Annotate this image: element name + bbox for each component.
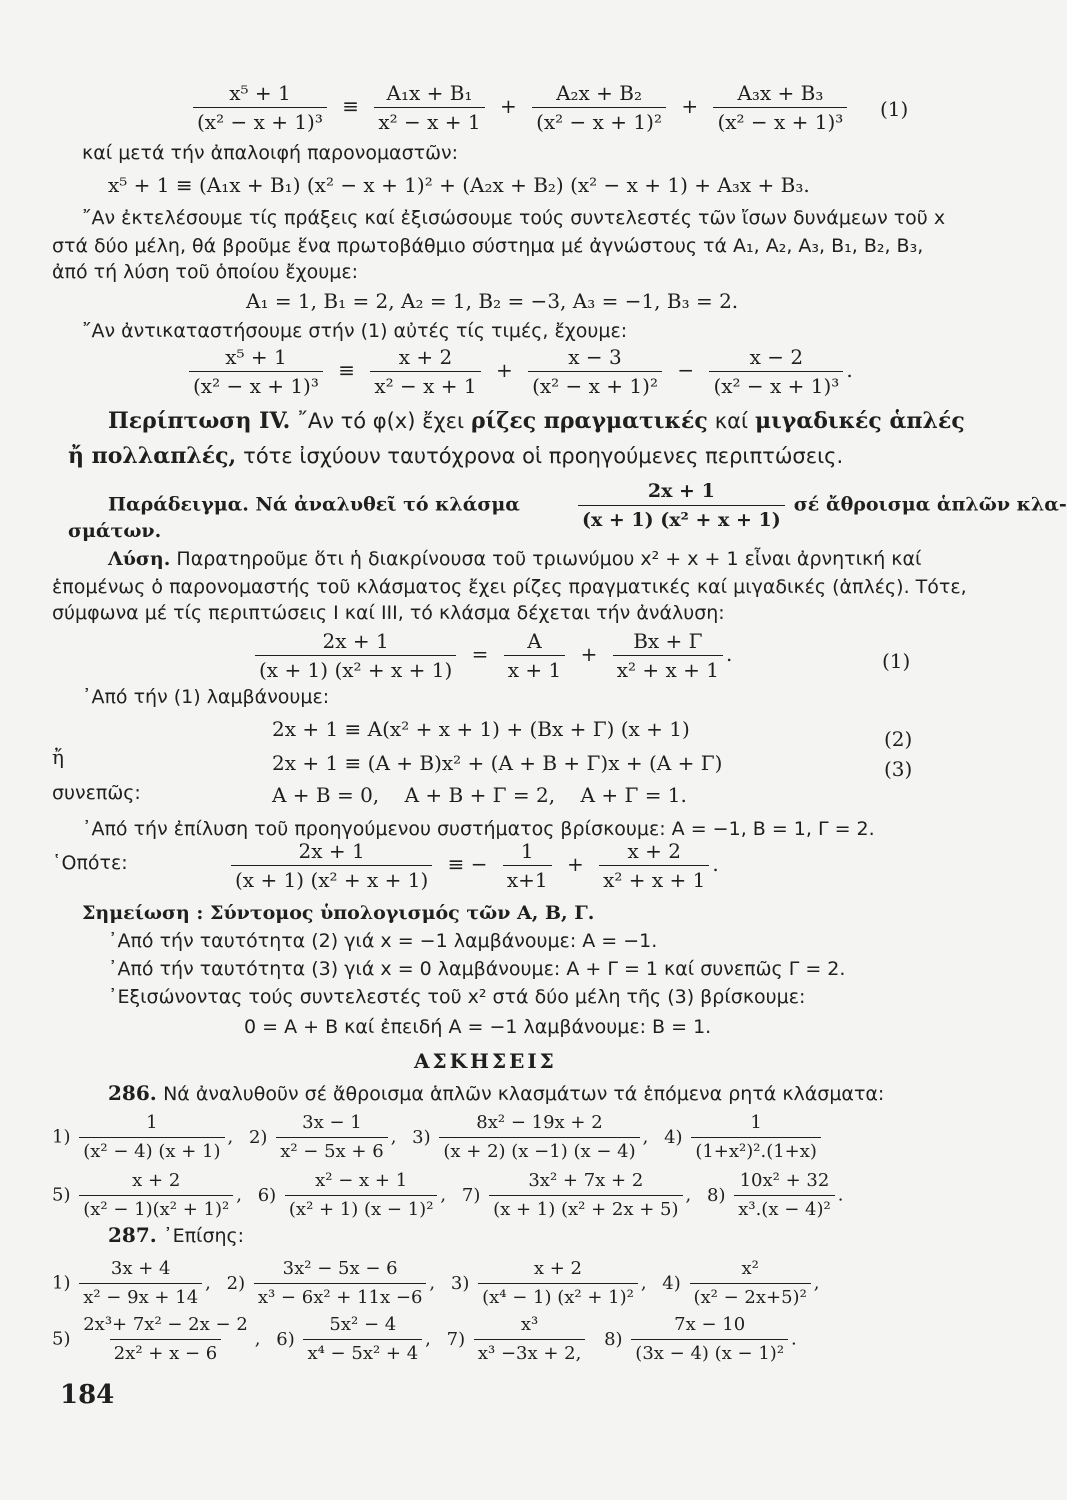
text-line: ῎Αν ἐκτελέσουμε τίς πράξεις καί ἐξισώσουμε τούς συντελεστές τῶν ἴσων δυνάμεων τοῦ x	[82, 207, 946, 229]
therefore-word: συνεπῶς:	[52, 782, 141, 804]
exercise-287-intro: 287. ᾿Επίσης:	[108, 1223, 245, 1247]
fraction: $\frac{\text{x⁵ + 1}}{\text{(x² − x + 1)³}}$	[193, 80, 327, 135]
fraction: $\frac{x + 2}{\text{x² − x + 1}}$	[370, 344, 480, 399]
text-line: ᾿Από τήν ταυτότητα (2) γιά x = −1 λαμβάνουμε: A = −1.	[108, 930, 658, 952]
example-tail: σμάτων.	[68, 520, 162, 542]
fraction: $\frac{2x + 1}{\text{(x + 1) (x² + x + 1)}}$	[231, 838, 432, 893]
text-line: καί μετά τήν ἀπαλοιφή παρονομαστῶν:	[82, 142, 458, 164]
fraction: $\frac{Bx + \Gamma}{\text{x² + x + 1}}$	[613, 628, 723, 683]
text-line: ῎Αν ἀντικαταστήσουμε στήν (1) αὐτές τίς τιμές, ἔχουμε:	[82, 320, 628, 342]
text-line: ᾿Εξισώνοντας τούς συντελεστές τοῦ x² στά δύο μέλη τῆς (3) βρίσκουμε:	[108, 986, 806, 1008]
fraction: $\frac{\text{A₁x + B₁}}{\text{x² − x + 1}}$	[374, 80, 484, 135]
solution-values: A₁ = 1, B₁ = 2, A₂ = 1, B₂ = −3, A₃ = −1, B₃ = 2.	[246, 289, 739, 313]
formula-2: $\frac{\text{x⁵ + 1}}{\text{(x² − x + 1)³}}$ ≡ $\frac{x + 2}{\text{x² − x + 1}}$ + $\frac{x - 3}{\text{(x² − x + 1)²}}$ − $\frac{x - 2}{\text{(x² − x + 1)³}}$ .	[186, 344, 853, 399]
fraction: $\frac{x + 2}{\text{(x⁴ − 1) (x² + 1)²}}$	[478, 1256, 638, 1311]
identity-1: x⁵ + 1 ≡ (A₁x + B₁) (x² − x + 1)² + (A₂x + B₂) (x² − x + 1) + A₃x + B₃.	[108, 173, 810, 197]
fraction: $\frac{x - 3}{\text{(x² − x + 1)²}}$	[528, 344, 662, 399]
exercise-286-intro: 286. Νά ἀναλυθοῦν σέ ἄθροισμα ἁπλῶν κλασμάτων τά ἑπόμενα ρητά κλάσματα:	[108, 1081, 885, 1105]
fraction: $\frac{\text{x⁵ + 1}}{\text{(x² − x + 1)³}}$	[189, 344, 323, 399]
fraction: $\frac{\text{A₃x + B₃}}{\text{(x² − x + 1)³}}$	[713, 80, 847, 135]
text-line: στά δύο μέλη, θά βροῦμε ἕνα πρωτοβάθμιο σύστημα μέ ἀγνώστους τά A₁, A₂, A₃, B₁, B₂, B₃,	[52, 235, 924, 257]
solution-line-1: Λύση. Παρατηροῦμε ὅτι ἡ διακρίνουσα τοῦ τριωνύμου x² + x + 1 εἶναι ἀρνητική καί	[108, 548, 922, 570]
text-line: ᾿Από τήν ταυτότητα (3) γιά x = 0 λαμβάνουμε: A + Γ = 1 καί συνεπῶς Γ = 2.	[108, 958, 846, 980]
fraction: $\frac{\text{10x² + 32}}{\text{x³.(x − 4)²}}$	[734, 1168, 834, 1223]
text-line: ᾿Από τήν ἐπίλυση τοῦ προηγούμενου συστήματος βρίσκουμε: A = −1, B = 1, Γ = 2.	[82, 818, 875, 840]
fraction: $\frac{\text{2x³+ 7x² − 2x − 2}}{\text{2x² + x − 6}}$	[79, 1312, 252, 1367]
system-equations: A + B = 0, A + B + Γ = 2, A + Γ = 1.	[272, 783, 687, 807]
fraction: $\frac{2x + 1}{\text{(x + 1) (x² + x + 1)}}$	[578, 478, 785, 533]
or-word: ἤ	[52, 745, 64, 769]
example-line: Παράδειγμα. Νά ἀναλυθεῖ τό κλάσμα $\frac{2x + 1}{\text{(x + 1) (x² + x + 1)}}$ σέ ἄθροισμα ἁπλῶν κλα-	[108, 480, 1067, 531]
fraction: $\frac{\text{5x² − 4}}{\text{x⁴ − 5x² + 4}}$	[303, 1312, 422, 1367]
fraction: $\frac{1}{\text{(x² − 4) (x + 1)}}$	[79, 1110, 224, 1165]
fraction: $\frac{\text{x² − x + 1}}{\text{(x² + 1) (x − 1)²}}$	[285, 1168, 438, 1223]
text-line: ἑπομένως ὁ παρονομαστής τοῦ κλάσματος ἔχει ρίζες πραγματικές καί μιγαδικές (ἁπλές). Τότε,	[52, 576, 967, 598]
case-4-line-2: ἤ πολλαπλές, τότε ἰσχύουν ταυτόχρονα οἱ προηγούμενες περιπτώσεις.	[68, 443, 844, 469]
fraction: $\frac{x + 2}{\text{x² + x + 1}}$	[599, 838, 709, 893]
text-line: 0 = A + B καί ἐπειδή A = −1 λαμβάνουμε: B = 1.	[244, 1016, 712, 1038]
hence-word: ῾Οπότε:	[52, 852, 128, 874]
fraction: $\frac{2x + 1}{\text{(x + 1) (x² + x + 1)}}$	[255, 628, 456, 683]
exercise-287-row-1: 1) $\frac{3x + 4}{\text{x² − 9x + 14}}$ , 2) $\frac{\text{3x² − 5x − 6}}{\text{x³ − 6x² + 11x −6}}$ , 3) $\frac{x + 2}{\text{(x⁴ − 1) (x² + 1)²}}$ , 4) $\frac{\text{x²}}{\text{(x² − 2x+5)²}}$ ,	[52, 1256, 820, 1311]
fraction: $\frac{\text{A₂x + B₂}}{\text{(x² − x + 1)²}}$	[532, 80, 666, 135]
text-line: σύμφωνα μέ τίς περιπτώσεις I καί III, τό κλάσμα δέχεται τήν ἀνάλυση:	[52, 602, 725, 624]
fraction: $\frac{3x - 1}{\text{x² − 5x + 6}}$	[276, 1110, 387, 1165]
fraction: $\frac{1}{\text{(1+x²)².(1+x)}}$	[691, 1110, 821, 1165]
fraction: $\frac{\text{x²}}{\text{(x² − 2x+5)²}}$	[690, 1256, 811, 1311]
page-number: 184	[60, 1380, 115, 1410]
fraction: $\frac{x - 2}{\text{(x² − x + 1)³}}$	[709, 344, 843, 399]
formula-4: $\frac{2x + 1}{\text{(x + 1) (x² + x + 1)}}$ ≡ − $\frac{1}{x+1}$ + $\frac{x + 2}{\text{x² + x + 1}}$ .	[228, 838, 719, 893]
exercise-286-row-1: 1) $\frac{1}{\text{(x² − 4) (x + 1)}}$ , 2) $\frac{3x - 1}{\text{x² − 5x + 6}}$ , 3) $\frac{\text{8x² − 19x + 2}}{(x + 2) (x -1) (x - 4)}$ , 4) $\frac{1}{\text{(1+x²)².(1+x)}}$	[52, 1110, 824, 1165]
exercises-heading: ΑΣΚΗΣΕΙΣ	[414, 1049, 557, 1073]
fraction: $\frac{A}{x + 1}$	[504, 628, 565, 683]
text-line: ᾿Από τήν (1) λαμβάνουμε:	[82, 686, 330, 708]
formula-1: $\frac{\text{x⁵ + 1}}{\text{(x² − x + 1)³}}$ ≡ $\frac{\text{A₁x + B₁}}{\text{x² − x + 1}}$ + $\frac{\text{A₂x + B₂}}{\text{(x² − x + 1)²}}$ + $\frac{\text{A₃x + B₃}}{\text{(x² − x + 1)³}}$	[190, 80, 850, 135]
fraction: $\frac{x + 2}{\text{(x² − 1)(x² + 1)²}}$	[79, 1168, 233, 1223]
formula-3: $\frac{2x + 1}{\text{(x + 1) (x² + x + 1)}}$ = $\frac{A}{x + 1}$ + $\frac{Bx + \Gamma}{\text{x² + x + 1}}$ .	[252, 628, 732, 683]
fraction: $\frac{\text{x³}}{\text{x³ −3x + 2,}}$	[474, 1312, 585, 1367]
fraction: $\frac{7x - 10}{\text{(3x − 4) (x − 1)²}}$	[631, 1312, 788, 1367]
identity-3: 2x + 1 ≡ (A + B)x² + (A + B + Γ)x + (A + Γ)	[272, 751, 723, 775]
fraction: $\frac{\text{3x² + 7x + 2}}{\text{(x + 1) (x² + 2x + 5)}}$	[489, 1168, 682, 1223]
equation-label: (2)	[884, 727, 913, 751]
exercise-286-row-2: 5) $\frac{x + 2}{\text{(x² − 1)(x² + 1)²}}$ , 6) $\frac{\text{x² − x + 1}}{\text{(x² + 1) (x − 1)²}}$ , 7) $\frac{\text{3x² + 7x + 2}}{\text{(x + 1) (x² + 2x + 5)}}$ , 8) $\frac{\text{10x² + 32}}{\text{x³.(x − 4)²}}$ .	[52, 1168, 843, 1223]
equation-label: (1)	[882, 649, 911, 673]
text-line: ἀπό τή λύση τοῦ ὁποίου ἔχουμε:	[52, 261, 359, 283]
case-4-line-1: Περίπτωση IV. ῎Αν τό φ(x) ἔχει ρίζες πραγματικές καί μιγαδικές ἁπλές	[108, 408, 965, 434]
fraction: $\frac{1}{x+1}$	[503, 838, 552, 893]
fraction: $\frac{\text{3x² − 5x − 6}}{\text{x³ − 6x² + 11x −6}}$	[254, 1256, 427, 1311]
fraction: $\frac{3x + 4}{\text{x² − 9x + 14}}$	[79, 1256, 202, 1311]
equation-label: (3)	[884, 757, 913, 781]
note-title: Σημείωση : Σύντομος ὑπολογισμός τῶν A, B, Γ.	[82, 902, 595, 924]
exercise-287-row-2: 5) $\frac{\text{2x³+ 7x² − 2x − 2}}{\text{2x² + x − 6}}$ , 6) $\frac{\text{5x² − 4}}{\text{x⁴ − 5x² + 4}}$ , 7) $\frac{\text{x³}}{\text{x³ −3x + 2,}}$ 8) $\frac{7x - 10}{\text{(3x − 4) (x − 1)²}}$ .	[52, 1312, 797, 1367]
equation-label: (1)	[880, 97, 909, 121]
identity-2: 2x + 1 ≡ A(x² + x + 1) + (Bx + Γ) (x + 1)	[272, 717, 690, 741]
fraction: $\frac{\text{8x² − 19x + 2}}{(x + 2) (x -1) (x - 4)}$	[439, 1110, 639, 1165]
